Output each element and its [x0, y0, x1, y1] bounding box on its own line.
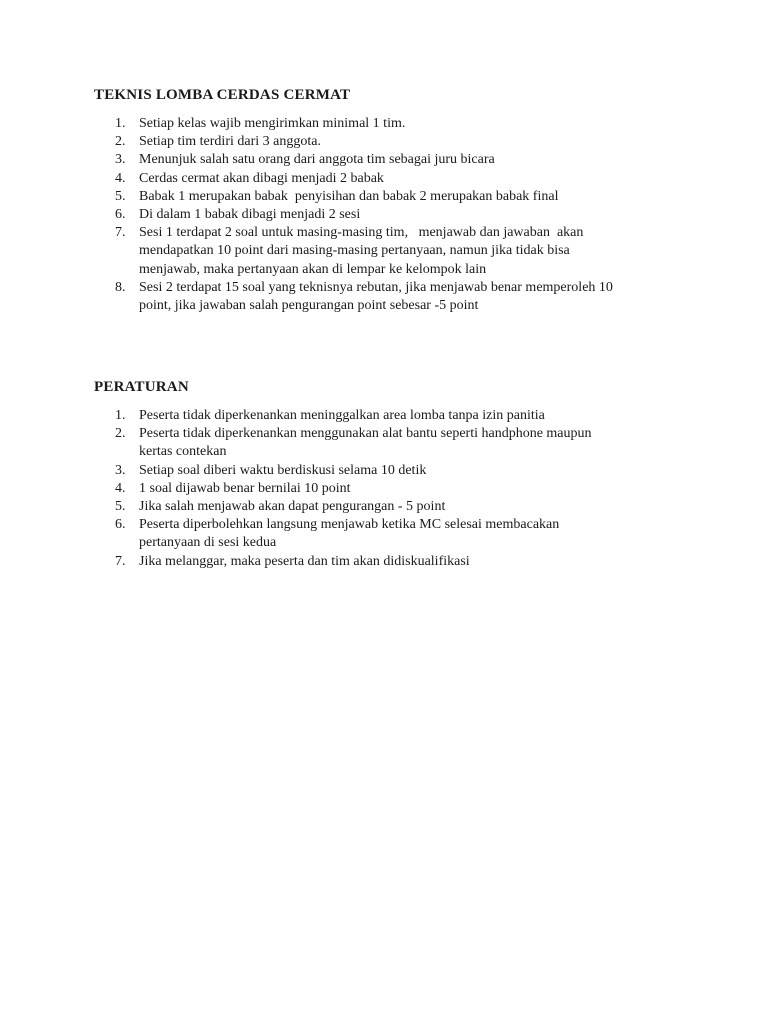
list-item-text: Setiap soal diberi waktu berdiskusi selama 10 detik — [139, 462, 427, 478]
list-item-text: 1 soal dijawab benar bernilai 10 point — [139, 480, 351, 496]
list-item — [0, 498, 700, 516]
list-item-number: 4. — [115, 480, 126, 496]
section-title-teknis: TEKNIS LOMBA CERDAS CERMAT — [94, 87, 351, 103]
list-item — [0, 407, 700, 425]
list-item — [0, 206, 700, 224]
list-item — [0, 462, 700, 480]
list-item-text: Sesi 1 terdapat 2 soal untuk masing-masing tim, menjawab dan jawaban akan mendapatkan 10 point dari masing-masing pertanyaan, namun jika tidak bisa menjawab, maka pertanyaan akan di lempar ke kelompok lain — [139, 225, 584, 277]
list-item-number: 5. — [115, 188, 126, 204]
list-item-number: 1. — [115, 408, 126, 423]
list-item-text: Jika salah menjawab akan dapat pengurangan - 5 point — [139, 499, 446, 515]
list-item — [0, 133, 700, 151]
list-item — [0, 115, 700, 133]
list-item-text: Sesi 2 terdapat 15 soal yang teknisnya rebutan, jika menjawab benar memperoleh 10 point, jika jawaban salah pengurangan point sebesar -5 point — [139, 279, 613, 314]
list-item-number: 6. — [115, 207, 126, 223]
list-item-number: 6. — [115, 517, 126, 533]
list-item-number: 5. — [115, 499, 126, 515]
list-item-text: Setiap kelas wajib mengirimkan minimal 1 tim. — [139, 116, 406, 131]
list-item-text: Peserta tidak diperkenankan menggunakan alat bantu seperti handphone maupun kertas contekan — [139, 426, 592, 460]
list-item-number: 1. — [115, 116, 126, 131]
list-item-number: 3. — [115, 152, 126, 168]
list-item-number: 3. — [115, 462, 126, 478]
list-item-text: Peserta tidak diperkenankan meninggalkan area lomba tanpa izin panitia — [139, 408, 545, 423]
list-item-number: 4. — [115, 170, 126, 186]
list-item-number: 7. — [115, 225, 126, 241]
section-title-peraturan: PERATURAN — [94, 379, 189, 395]
list-item-text: Babak 1 merupakan babak penyisihan dan babak 2 merupakan babak final — [139, 188, 559, 204]
list-item — [0, 516, 700, 552]
list-item — [0, 151, 700, 169]
list-item-text: Di dalam 1 babak dibagi menjadi 2 sesi — [139, 207, 361, 223]
list-item — [0, 425, 700, 461]
list-item-number: 7. — [115, 553, 126, 569]
list-item-number: 8. — [115, 279, 126, 295]
list-item-text: Peserta diperbolehkan langsung menjawab ketika MC selesai membacakan pertanyaan di sesi kedua — [139, 517, 560, 551]
list-item-text: Jika melanggar, maka peserta dan tim akan didiskualifikasi — [139, 553, 470, 569]
list-item-text: Cerdas cermat akan dibagi menjadi 2 babak — [139, 170, 384, 186]
list-item — [0, 170, 700, 188]
list-item — [0, 480, 700, 498]
peraturan-list — [0, 407, 700, 571]
list-item — [0, 224, 700, 279]
list-item-number: 2. — [115, 134, 126, 150]
list-item-number: 2. — [115, 426, 126, 442]
list-item-text: Menunjuk salah satu orang dari anggota tim sebagai juru bicara — [139, 152, 495, 168]
list-item-text: Setiap tim terdiri dari 3 anggota. — [139, 134, 321, 150]
teknis-list — [0, 115, 700, 315]
list-item — [0, 279, 700, 315]
list-item — [0, 188, 700, 206]
list-item — [0, 553, 700, 571]
